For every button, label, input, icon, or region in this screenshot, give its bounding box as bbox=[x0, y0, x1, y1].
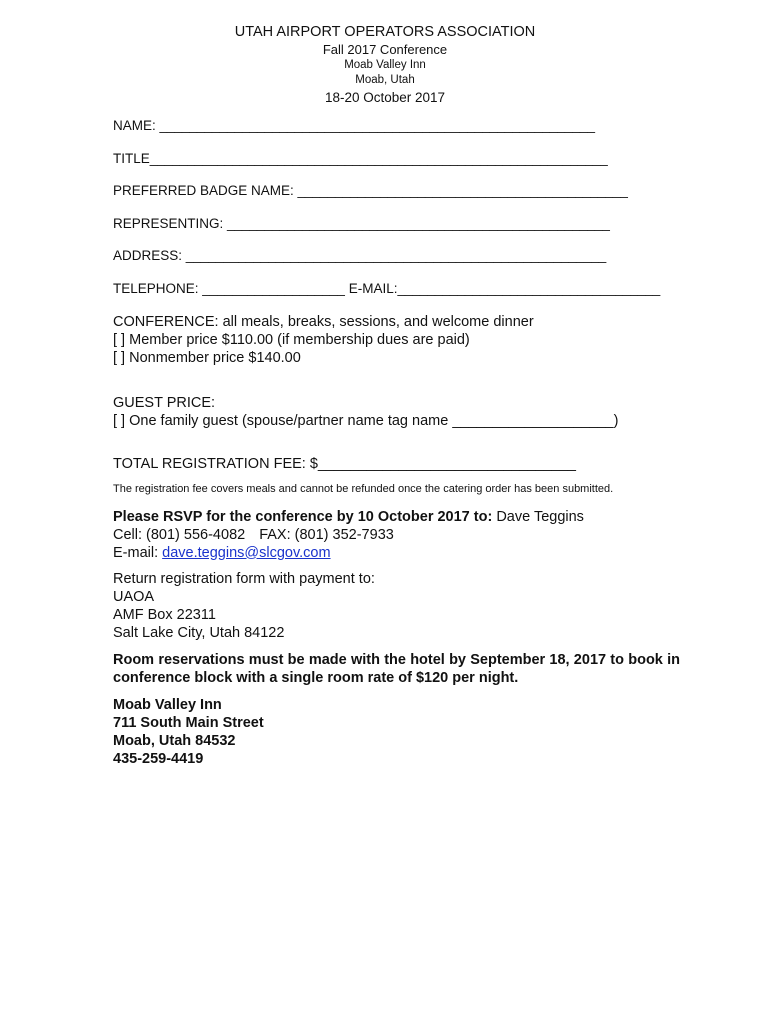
hotel-street: 711 South Main Street bbox=[113, 714, 264, 731]
nonmember-price-option[interactable]: [ ] Nonmember price $140.00 bbox=[113, 349, 301, 366]
title-field[interactable]: TITLE_____________________________________________________________ bbox=[113, 150, 608, 166]
return-line-3: Salt Lake City, Utah 84122 bbox=[113, 624, 285, 641]
hotel-name: Moab Valley Inn bbox=[113, 696, 222, 713]
telephone-field[interactable]: TELEPHONE: ___________________ bbox=[113, 280, 345, 296]
return-line-1: UAOA bbox=[113, 588, 155, 605]
conference-title: Fall 2017 Conference bbox=[322, 42, 448, 57]
rsvp-fax: FAX: (801) 352-7933 bbox=[259, 526, 394, 543]
conference-heading: CONFERENCE: all meals, breaks, sessions, and welcome dinner bbox=[113, 313, 534, 330]
total-fee-field[interactable]: TOTAL REGISTRATION FEE: $________________________________ bbox=[113, 455, 576, 472]
email-field[interactable]: E-MAIL:___________________________________ bbox=[348, 280, 661, 296]
venue-city: Moab, Utah bbox=[355, 74, 415, 86]
badge-name-field[interactable]: PREFERRED BADGE NAME: ____________________________________________ bbox=[113, 183, 628, 199]
rsvp-cell: Cell: (801) 556-4082 bbox=[113, 526, 246, 543]
contact-row bbox=[113, 280, 693, 298]
conference-dates: 18-20 October 2017 bbox=[324, 90, 446, 105]
address-field[interactable]: ADDRESS: ________________________________________________________ bbox=[113, 248, 607, 264]
venue-name: Moab Valley Inn bbox=[344, 59, 426, 71]
room-reservation-notice: Room reservations must be made with the hotel by September 18, 2017 to book in conference block with a single room rate of $120 per night. bbox=[113, 651, 680, 686]
guest-heading: GUEST PRICE: bbox=[113, 394, 216, 411]
refund-note: The registration fee covers meals and cannot be refunded once the catering order has been submitted. bbox=[113, 482, 614, 495]
rsvp-email-line bbox=[113, 544, 693, 562]
return-line-2: AMF Box 22311 bbox=[113, 606, 216, 623]
organization-title: UTAH AIRPORT OPERATORS ASSOCIATION bbox=[234, 24, 536, 40]
representing-field[interactable]: REPRESENTING: ___________________________________________________ bbox=[113, 215, 610, 231]
hotel-city: Moab, Utah 84532 bbox=[113, 732, 236, 749]
name-field[interactable]: NAME: __________________________________________________________ bbox=[113, 118, 595, 133]
rsvp-contact: Dave Teggins bbox=[492, 508, 584, 525]
form-header bbox=[0, 0, 770, 106]
rsvp-email-label: E-mail: bbox=[113, 544, 159, 561]
rsvp-deadline: Please RSVP for the conference by 10 October 2017 to: bbox=[113, 508, 493, 525]
hotel-address bbox=[113, 696, 693, 768]
conference-section bbox=[113, 313, 693, 367]
form-body bbox=[113, 117, 693, 768]
return-address-section bbox=[113, 570, 693, 642]
rsvp-section bbox=[113, 508, 693, 562]
hotel-phone: 435-259-4419 bbox=[113, 750, 204, 767]
guest-section bbox=[113, 394, 693, 430]
member-price-option[interactable]: [ ] Member price $110.00 (if membership dues are paid) bbox=[113, 331, 470, 348]
rsvp-email-link[interactable]: dave.teggins@slcgov.com bbox=[162, 544, 331, 561]
guest-option[interactable]: [ ] One family guest (spouse/partner name tag name ____________________) bbox=[113, 412, 619, 429]
rsvp-phone-line bbox=[113, 526, 693, 544]
rsvp-line bbox=[113, 508, 693, 526]
return-heading: Return registration form with payment to: bbox=[113, 570, 375, 587]
